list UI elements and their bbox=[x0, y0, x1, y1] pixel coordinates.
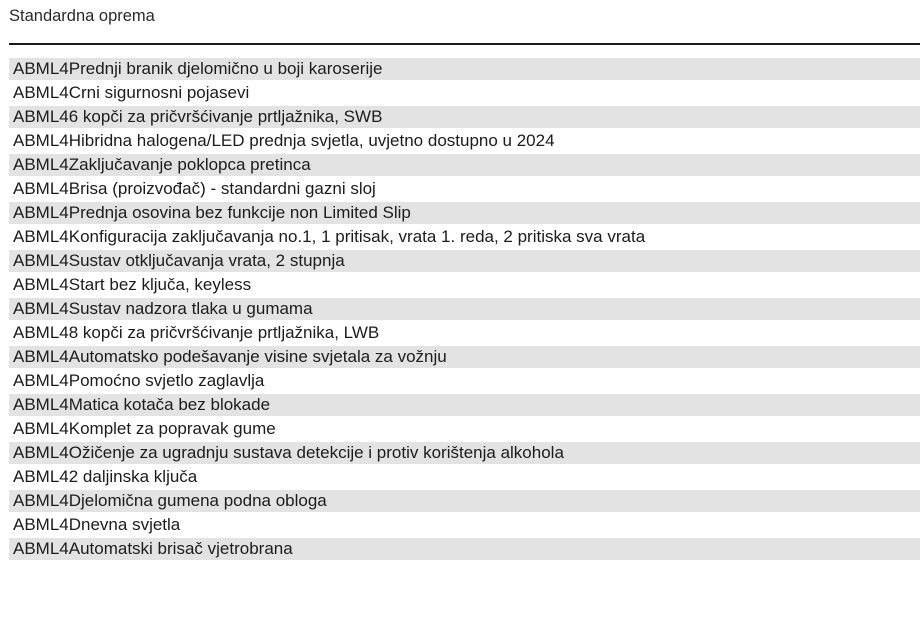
equipment-item: ABML4Hibridna halogena/LED prednja svjetla, uvjetno dostupno u 2024 bbox=[9, 130, 920, 152]
equipment-item: ABML4Komplet za popravak gume bbox=[9, 418, 920, 440]
equipment-list bbox=[9, 58, 920, 562]
equipment-item: ABML4Konfiguracija zaključavanja no.1, 1 pritisak, vrata 1. reda, 2 pritiska sva vrata bbox=[9, 226, 920, 248]
equipment-item: ABML4Automatski brisač vjetrobrana bbox=[9, 538, 920, 560]
equipment-item: ABML4Dnevna svjetla bbox=[9, 514, 920, 536]
equipment-item: ABML4Prednja osovina bez funkcije non Limited Slip bbox=[9, 202, 920, 224]
section-title: Standardna oprema bbox=[9, 7, 155, 25]
equipment-item: ABML4Prednji branik djelomično u boji karoserije bbox=[9, 58, 920, 80]
equipment-item: ABML4Sustav nadzora tlaka u gumama bbox=[9, 298, 920, 320]
equipment-item: ABML4Zaključavanje poklopca pretinca bbox=[9, 154, 920, 176]
equipment-item: ABML4Brisa (proizvođač) - standardni gazni sloj bbox=[9, 178, 920, 200]
equipment-item: ABML4Ožičenje za ugradnju sustava detekcije i protiv korištenja alkohola bbox=[9, 442, 920, 464]
equipment-item: ABML4Pomoćno svjetlo zaglavlja bbox=[9, 370, 920, 392]
equipment-item: ABML46 kopči za pričvršćivanje prtljažnika, SWB bbox=[9, 106, 920, 128]
equipment-item: ABML42 daljinska ključa bbox=[9, 466, 920, 488]
title-divider bbox=[9, 43, 920, 45]
equipment-item: ABML4Crni sigurnosni pojasevi bbox=[9, 82, 920, 104]
equipment-item: ABML4Djelomična gumena podna obloga bbox=[9, 490, 920, 512]
equipment-item: ABML4Sustav otključavanja vrata, 2 stupnja bbox=[9, 250, 920, 272]
equipment-item: ABML4Start bez ključa, keyless bbox=[9, 274, 920, 296]
equipment-item: ABML4Matica kotača bez blokade bbox=[9, 394, 920, 416]
equipment-item: ABML4Automatsko podešavanje visine svjetala za vožnju bbox=[9, 346, 920, 368]
equipment-item: ABML48 kopči za pričvršćivanje prtljažnika, LWB bbox=[9, 322, 920, 344]
